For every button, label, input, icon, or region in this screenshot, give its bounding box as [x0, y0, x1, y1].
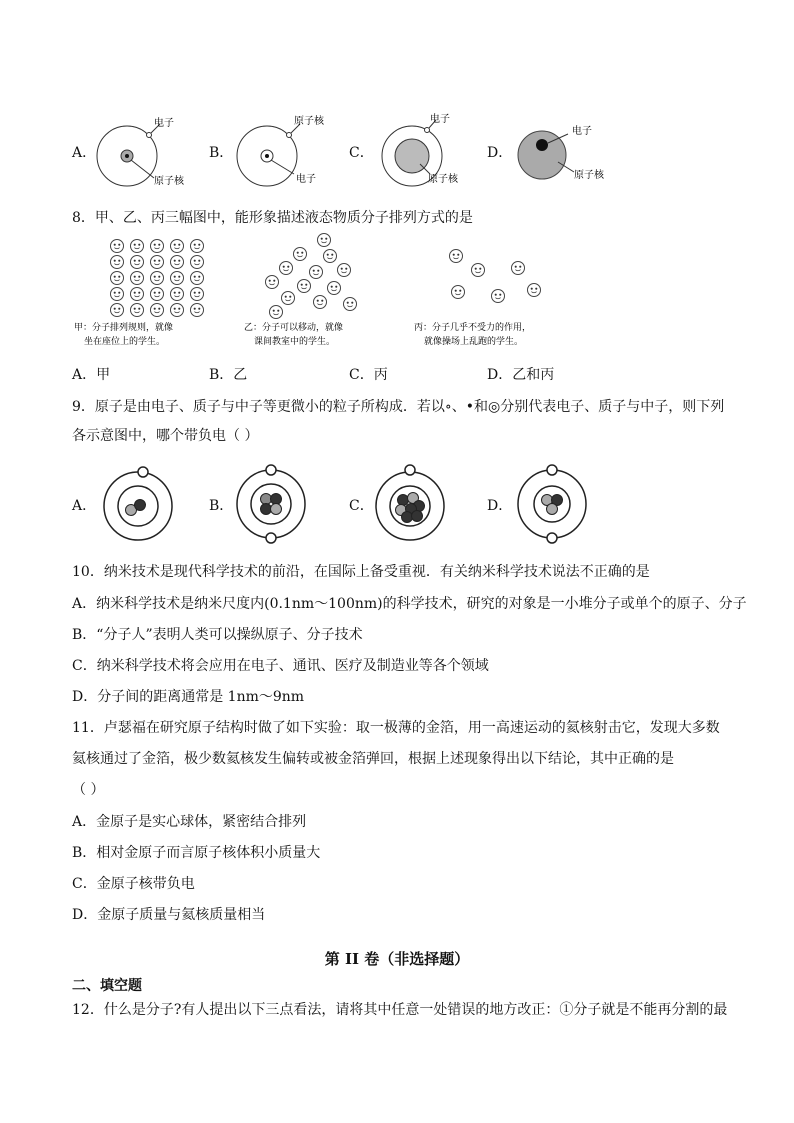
molecule-eye	[134, 276, 136, 278]
q8-choice-b: B．乙	[209, 367, 248, 383]
charged-atom-c	[372, 462, 452, 546]
molecule-eye	[178, 244, 180, 246]
molecule-eye	[158, 260, 160, 262]
molecule-icon	[191, 240, 204, 253]
molecule-icon	[191, 272, 204, 285]
q8-choice-a: A．甲	[72, 367, 111, 383]
molecule-eye	[134, 308, 136, 310]
molecule-eye	[273, 310, 275, 312]
molecule-eye	[535, 288, 537, 290]
q11-choice-b: B．相对金原子而言原子核体积小质量大	[72, 845, 321, 861]
molecule-eye	[277, 310, 279, 312]
molecule-icon	[324, 250, 337, 263]
caption-bing-1: 丙：分子几乎不受力的作用，	[414, 323, 532, 333]
molecule-icon	[171, 240, 184, 253]
molecule-eye	[158, 244, 160, 246]
molecule-eye	[134, 260, 136, 262]
q12-stem: 12．什么是分子?有人提出以下三点看法，请将其中任意一处错误的地方改正：①分子就是不能再分割的最	[72, 1002, 728, 1018]
atom-diagram-a	[92, 112, 202, 190]
molecule-icon	[492, 290, 505, 303]
molecule-eye	[475, 268, 477, 270]
molecule-icon	[282, 292, 295, 305]
molecule-icon	[151, 304, 164, 317]
molecule-eye	[283, 266, 285, 268]
option-b-label: B．	[209, 145, 234, 161]
q10-choice-c: C．纳米科学技术将会应用在电子、通讯、医疗及制造业等各个领域	[72, 658, 489, 674]
molecule-eye	[301, 284, 303, 286]
nucleus-label: 原子核	[154, 176, 184, 187]
atom-diagram-c	[372, 108, 482, 190]
q10-choice-a: A．纳米科学技术是纳米尺度内(0.1nm～100nm)的科学技术，研究的对象是一小堆分子或单个的原子、分子	[72, 596, 747, 612]
nucleus-label: 原子核	[428, 174, 458, 185]
molecule-eye	[198, 292, 200, 294]
molecule-eye	[455, 290, 457, 292]
molecule-icon	[191, 256, 204, 269]
caption-jia-2: 坐在座位上的学生。	[84, 337, 166, 347]
molecule-eye	[194, 260, 196, 262]
part2-title: 第 II 卷（非选择题）	[324, 950, 470, 968]
molecule-eye	[305, 284, 307, 286]
molecule-eye	[114, 260, 116, 262]
molecule-icon	[151, 272, 164, 285]
molecule-icon	[111, 240, 124, 253]
molecule-eye	[519, 266, 521, 268]
q8-choice-d: D．乙和丙	[487, 367, 555, 383]
molecule-icon	[171, 272, 184, 285]
molecule-icon	[294, 248, 307, 261]
molecule-icon	[131, 288, 144, 301]
molecule-eye	[178, 276, 180, 278]
molecule-icon	[131, 304, 144, 317]
molecule-eye	[154, 308, 156, 310]
molecule-eye	[138, 244, 140, 246]
molecule-icon	[318, 234, 331, 247]
molecule-eye	[194, 292, 196, 294]
atom-diagram-b	[232, 112, 342, 190]
molecule-eye	[331, 286, 333, 288]
molecule-eye	[178, 308, 180, 310]
molecule-icon	[151, 256, 164, 269]
charged-atom-d	[512, 462, 592, 546]
molecule-eye	[174, 244, 176, 246]
molecule-icon	[328, 282, 341, 295]
molecule-eye	[154, 260, 156, 262]
molecule-eye	[317, 300, 319, 302]
molecule-eye	[158, 308, 160, 310]
molecule-eye	[178, 260, 180, 262]
molecule-eye	[198, 276, 200, 278]
molecule-eye	[198, 244, 200, 246]
molecule-eye	[118, 276, 120, 278]
molecule-eye	[174, 308, 176, 310]
molecule-eye	[531, 288, 533, 290]
molecule-eye	[515, 266, 517, 268]
charged-atom-b	[233, 462, 313, 546]
molecule-eye	[479, 268, 481, 270]
molecule-eye	[198, 260, 200, 262]
q9-option-c-label: C．	[349, 498, 374, 514]
molecule-icon	[298, 280, 311, 293]
molecule-eye	[134, 292, 136, 294]
nucleus-label: 原子核	[574, 170, 604, 181]
molecule-eye	[325, 238, 327, 240]
molecule-eye	[118, 292, 120, 294]
option-d-label: D．	[487, 145, 513, 161]
q11-choice-c: C．金原子核带负电	[72, 876, 195, 892]
molecule-eye	[499, 294, 501, 296]
molecule-eye	[335, 286, 337, 288]
molecule-eye	[285, 296, 287, 298]
molecule-eye	[321, 238, 323, 240]
q9-stem-line2: 各示意图中，哪个带负电（ ）	[72, 428, 259, 444]
molecule-eye	[194, 276, 196, 278]
q11-stem-line3: （ ）	[72, 782, 105, 798]
molecule-icon	[310, 266, 323, 279]
molecule-eye	[118, 244, 120, 246]
q11-choice-d: D．金原子质量与氦核质量相当	[72, 907, 266, 923]
molecule-icon	[472, 264, 485, 277]
molecule-icon	[131, 240, 144, 253]
caption-jia-1: 甲：分子排列规则，就像	[74, 323, 174, 333]
molecule-icon	[111, 272, 124, 285]
molecule-icon	[338, 264, 351, 277]
molecule-icon	[512, 262, 525, 275]
molecule-eye	[194, 244, 196, 246]
molecule-icon	[191, 288, 204, 301]
q9-stem-line1: 9．原子是由电子、质子与中子等更微小的粒子所构成．若以∘、•和◎分别代表电子、质子与中子，则下列	[72, 399, 725, 415]
molecule-eye	[351, 302, 353, 304]
molecule-eye	[138, 260, 140, 262]
q8-stem: 8．甲、乙、丙三幅图中，能形象描述液态物质分子排列方式的是	[72, 210, 473, 226]
nucleus-label: 原子核	[294, 116, 324, 127]
molecule-eye	[289, 296, 291, 298]
molecule-eye	[114, 308, 116, 310]
gas-molecules-scattered	[450, 250, 541, 303]
molecule-eye	[273, 280, 275, 282]
q9-option-a-label: A．	[72, 498, 97, 514]
molecule-icon	[111, 288, 124, 301]
liquid-molecules-cluster	[266, 234, 357, 319]
option-c-label: C．	[349, 145, 374, 161]
molecule-icon	[191, 304, 204, 317]
molecule-eye	[114, 276, 116, 278]
molecule-eye	[114, 292, 116, 294]
molecule-eye	[331, 254, 333, 256]
molecule-eye	[301, 252, 303, 254]
caption-yi-2: 课间教室中的学生。	[254, 337, 336, 347]
electron-label: 电子	[430, 114, 450, 125]
molecule-eye	[345, 268, 347, 270]
molecule-eye	[327, 254, 329, 256]
molecule-eye	[453, 254, 455, 256]
molecule-eye	[114, 244, 116, 246]
molecule-icon	[171, 304, 184, 317]
molecule-eye	[138, 276, 140, 278]
molecule-eye	[118, 308, 120, 310]
molecule-eye	[198, 308, 200, 310]
molecule-arrangement-figure	[72, 232, 562, 352]
q11-stem-line1: 11．卢瑟福在研究原子结构时做了如下实验：取一极薄的金箔，用一高速运动的氦核射击它，发现大多数	[72, 720, 720, 736]
molecule-eye	[495, 294, 497, 296]
molecule-icon	[151, 240, 164, 253]
molecule-icon	[266, 276, 279, 289]
molecule-icon	[314, 296, 327, 309]
molecule-eye	[341, 268, 343, 270]
molecule-icon	[171, 256, 184, 269]
molecule-icon	[450, 250, 463, 263]
molecule-icon	[171, 288, 184, 301]
molecule-icon	[131, 272, 144, 285]
molecule-icon	[131, 256, 144, 269]
q10-choice-b: B．“分子人”表明人类可以操纵原子、分子技术	[72, 627, 363, 643]
option-a-label: A．	[72, 145, 97, 161]
molecule-eye	[194, 308, 196, 310]
molecule-icon	[270, 306, 283, 319]
molecule-eye	[313, 270, 315, 272]
molecule-eye	[154, 244, 156, 246]
molecule-icon	[151, 288, 164, 301]
molecule-icon	[111, 304, 124, 317]
q10-stem: 10．纳米技术是现代科学技术的前沿，在国际上备受重视．有关纳米科学技术说法不正确的是	[72, 564, 650, 580]
caption-bing-2: 就像操场上乱跑的学生。	[424, 337, 524, 347]
molecule-eye	[154, 292, 156, 294]
molecule-eye	[297, 252, 299, 254]
molecule-eye	[321, 300, 323, 302]
q9-option-b-label: B．	[209, 498, 234, 514]
molecule-eye	[138, 292, 140, 294]
molecule-eye	[118, 260, 120, 262]
section-heading: 二、填空题	[72, 978, 142, 994]
molecule-eye	[317, 270, 319, 272]
molecule-eye	[158, 292, 160, 294]
charged-atom-a	[98, 466, 178, 546]
molecule-icon	[452, 286, 465, 299]
q11-stem-line2: 氦核通过了金箔，极少数氦核发生偏转或被金箔弹回，根据上述现象得出以下结论，其中正确的是	[72, 751, 674, 767]
molecule-eye	[134, 244, 136, 246]
caption-yi-1: 乙：分子可以移动，就像	[244, 323, 344, 333]
molecule-eye	[459, 290, 461, 292]
molecule-icon	[528, 284, 541, 297]
molecule-eye	[138, 308, 140, 310]
molecule-eye	[178, 292, 180, 294]
electron-label: 电子	[154, 118, 174, 129]
molecule-icon	[111, 256, 124, 269]
molecule-eye	[457, 254, 459, 256]
q9-option-d-label: D．	[487, 498, 513, 514]
molecule-eye	[287, 266, 289, 268]
molecule-eye	[174, 260, 176, 262]
electron-label: 电子	[296, 174, 316, 185]
electron-label: 电子	[572, 126, 592, 137]
solid-molecules-grid	[111, 240, 204, 317]
atom-diagram-d	[510, 116, 620, 190]
molecule-icon	[280, 262, 293, 275]
molecule-eye	[269, 280, 271, 282]
q11-choice-a: A．金原子是实心球体，紧密结合排列	[72, 814, 307, 830]
molecule-eye	[154, 276, 156, 278]
molecule-eye	[174, 276, 176, 278]
molecule-eye	[158, 276, 160, 278]
q8-choice-c: C．丙	[349, 367, 388, 383]
molecule-icon	[344, 298, 357, 311]
q10-choice-d: D．分子间的距离通常是 1nm～9nm	[72, 689, 305, 705]
molecule-eye	[347, 302, 349, 304]
molecule-eye	[174, 292, 176, 294]
